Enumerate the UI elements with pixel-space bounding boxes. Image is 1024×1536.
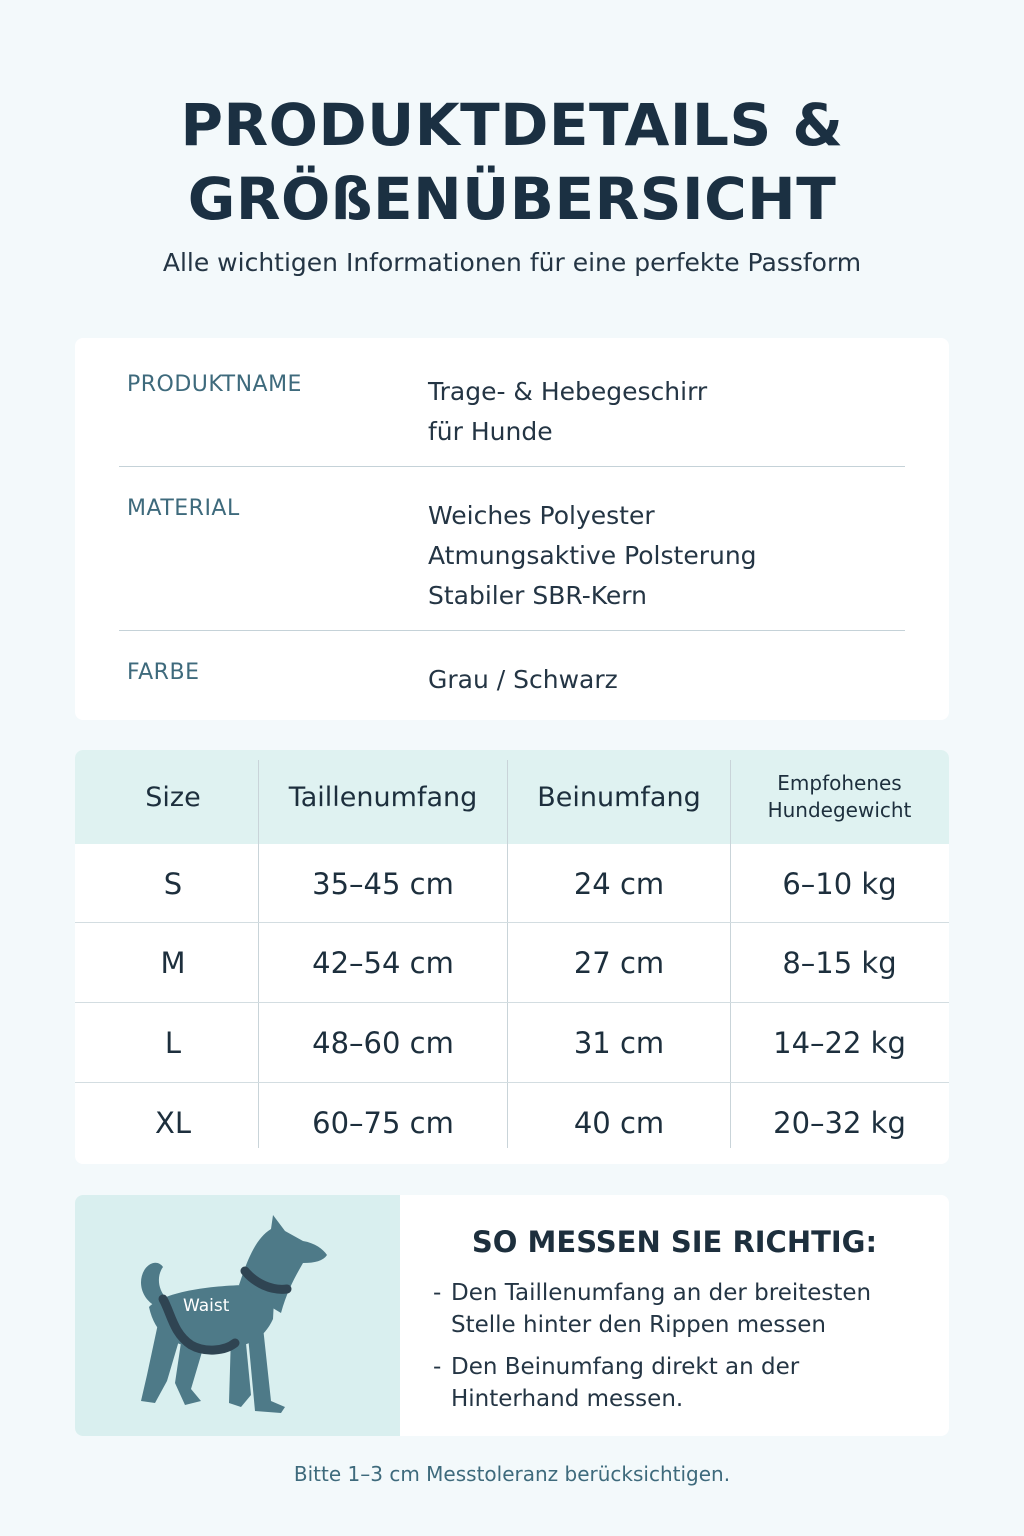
table-cell: 48–60 cm (312, 1025, 454, 1060)
detail-label: FARBE (127, 660, 200, 685)
table-cell: 6–10 kg (782, 866, 897, 901)
page-title (0, 88, 1024, 236)
detail-value-line: für Hunde (428, 417, 553, 446)
column-header-leg: Beinumfang (537, 781, 701, 813)
column-header-size: Size (145, 781, 201, 813)
table-cell: M (160, 945, 186, 980)
tip-text: Den Taillenumfang an der breitesten Stelle hinter den Rippen messen (451, 1280, 872, 1338)
detail-value (428, 372, 707, 452)
table-cell: XL (154, 1105, 192, 1140)
product-details-card (75, 338, 949, 720)
page-subtitle: Alle wichtigen Informationen für eine perfekte Passform (162, 248, 862, 277)
table-cell: 40 cm (573, 1105, 665, 1140)
page-title-line-1: PRODUKTDETAILS & (180, 91, 844, 159)
table-cell: 8–15 kg (782, 945, 897, 980)
tip-bullet: - (433, 1354, 442, 1380)
column-header-waist: Taillenumfang (288, 781, 478, 813)
detail-label: PRODUKTNAME (127, 372, 302, 397)
dog-illustration-panel (75, 1195, 400, 1436)
detail-label: MATERIAL (127, 496, 240, 521)
measurement-title: SO MESSEN SIE RICHTIG: (471, 1225, 878, 1259)
table-cell: 35–45 cm (312, 866, 454, 901)
detail-value (428, 496, 757, 616)
table-cell: 14–22 kg (773, 1025, 906, 1060)
detail-value-line: Atmungsaktive Polsterung (428, 541, 757, 570)
dog-icon (75, 1195, 400, 1436)
size-table (75, 750, 949, 1164)
detail-value-line: Stabiler SBR-Kern (428, 581, 647, 610)
table-cell: 31 cm (573, 1025, 665, 1060)
table-cell: L (164, 1025, 182, 1060)
table-cell: 60–75 cm (312, 1105, 454, 1140)
table-cell: 42–54 cm (312, 945, 454, 980)
tolerance-note: Bitte 1–3 cm Messtoleranz berücksichtigen. (293, 1462, 731, 1486)
detail-value (428, 660, 618, 700)
page-title-line-2: GRÖßENÜBERSICHT (187, 165, 837, 233)
detail-value-line: Weiches Polyester (428, 501, 655, 530)
table-cell: 20–32 kg (773, 1105, 906, 1140)
table-cell: S (163, 866, 183, 901)
table-cell: 27 cm (573, 945, 665, 980)
detail-value-line: Trage- & Hebegeschirr (428, 377, 708, 406)
table-cell: 24 cm (573, 866, 665, 901)
tip-text: Den Beinumfang direkt an der Hinterhand messen. (451, 1354, 800, 1412)
tip-bullet: - (433, 1280, 442, 1306)
divider (119, 630, 905, 631)
column-header-weight: Empfohenes Hundegewicht (767, 771, 912, 822)
waist-label: Waist (183, 1296, 230, 1316)
detail-value-line: Grau / Schwarz (428, 665, 618, 694)
divider (119, 466, 905, 467)
measurement-guide (75, 1195, 949, 1436)
